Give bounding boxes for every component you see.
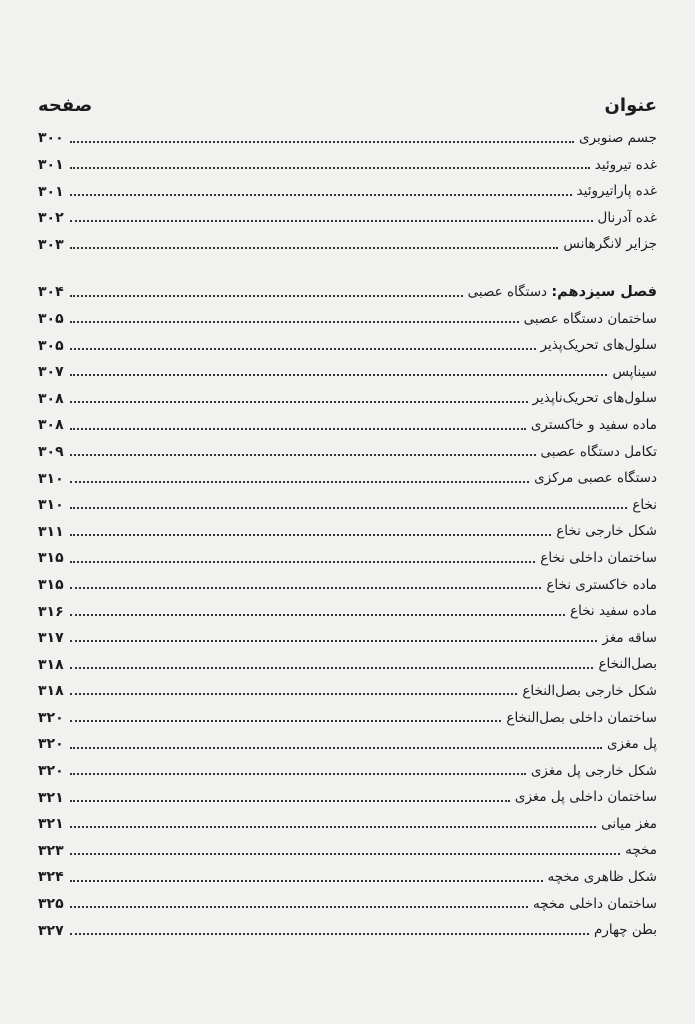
entry-page-number: ۳۱۶ — [38, 603, 64, 620]
page-column-label: صفحه — [38, 94, 93, 116]
entry-page-number: ۳۲۳ — [38, 842, 64, 859]
entry-page-number: ۳۰۸ — [38, 417, 64, 434]
entry-title: غده آدرنال — [597, 209, 657, 226]
entry-title: نخاع — [632, 496, 657, 513]
toc-entry — [38, 700, 657, 727]
toc-entry — [38, 807, 657, 834]
leader-dots — [70, 933, 589, 935]
leader-dots — [70, 534, 551, 536]
entry-page-number: ۳۲۰ — [38, 736, 64, 753]
entry-page-number: ۳۱۸ — [38, 683, 64, 700]
entry-page-number: ۳۰۷ — [38, 364, 64, 381]
leader-dots — [70, 693, 517, 695]
entry-title: ساختمان داخلی نخاع — [540, 549, 657, 566]
toc-entry — [38, 302, 657, 329]
entry-title: غده پاراتیروئید — [576, 183, 657, 200]
leader-dots — [70, 640, 597, 642]
entry-page-number: ۳۲۷ — [38, 922, 64, 939]
leader-dots — [70, 247, 558, 249]
leader-dots — [70, 220, 593, 222]
toc-entry — [38, 355, 657, 382]
entry-page-number: ۳۱۰ — [38, 497, 64, 514]
chapter-heading — [465, 283, 657, 302]
toc-entry — [38, 121, 657, 148]
title-column-label: عنوان — [604, 94, 657, 116]
leader-dots — [70, 295, 463, 297]
leader-dots — [70, 374, 607, 376]
entry-page-number: ۳۱۰ — [38, 470, 64, 487]
toc-entry — [38, 594, 657, 621]
entry-page-number: ۳۰۱ — [38, 183, 64, 200]
entry-title: شکل خارجی پل مغزی — [530, 762, 657, 779]
leader-dots — [70, 720, 501, 722]
entry-page-number: ۳۰۵ — [38, 310, 64, 327]
entry-page-number: ۳۲۰ — [38, 763, 64, 780]
entry-title: ساختمان داخلی پل مغزی — [514, 789, 657, 806]
leader-dots — [70, 880, 543, 882]
toc-entry — [38, 148, 657, 175]
leader-dots — [70, 773, 526, 775]
entry-page-number: ۳۲۱ — [38, 789, 64, 806]
toc-entry — [38, 860, 657, 887]
entry-title: سلول‌های تحریک‌پذیر — [540, 337, 657, 354]
toc-header — [38, 90, 657, 120]
leader-dots — [70, 587, 541, 589]
entry-page-number: ۳۰۳ — [38, 236, 64, 253]
entry-title: سلول‌های تحریک‌ناپذیر — [532, 390, 657, 407]
chapter-title: دستگاه عصبی — [467, 283, 548, 300]
entry-title: شکل ظاهری مخچه — [547, 869, 657, 886]
toc-entry — [38, 887, 657, 914]
entry-title: ساختمان داخلی مخچه — [533, 895, 657, 912]
toc-entry — [38, 488, 657, 515]
toc-entry — [38, 833, 657, 860]
toc-section-top — [38, 121, 657, 254]
entry-title: بصل‌النخاع — [598, 656, 657, 673]
leader-dots — [70, 141, 574, 143]
leader-dots — [70, 401, 528, 403]
leader-dots — [70, 194, 572, 196]
leader-dots — [70, 167, 590, 169]
entry-title: پل مغزی — [606, 736, 657, 753]
leader-dots — [70, 906, 528, 908]
leader-dots — [70, 428, 526, 430]
entry-page-number: ۳۲۴ — [38, 869, 64, 886]
leader-dots — [70, 321, 519, 323]
toc-entry — [38, 408, 657, 435]
entry-title: شکل خارجی بصل‌النخاع — [522, 682, 657, 699]
toc-entry — [38, 913, 657, 940]
entry-title: ساقه مغز — [602, 629, 657, 646]
toc-entry — [38, 328, 657, 355]
toc-entry — [38, 227, 657, 254]
entry-page-number: ۳۱۸ — [38, 656, 64, 673]
entry-title: غده تیروئید — [594, 156, 657, 173]
toc-entry — [38, 201, 657, 228]
leader-dots — [70, 481, 529, 483]
toc-entry — [38, 381, 657, 408]
leader-dots — [70, 667, 593, 669]
entry-page-number: ۳۲۱ — [38, 816, 64, 833]
chapter-label: فصل سیزدهم: — [551, 283, 657, 300]
toc-entry — [38, 514, 657, 541]
leader-dots — [70, 348, 536, 350]
entry-page-number: ۳۲۰ — [38, 709, 64, 726]
toc-entry — [38, 174, 657, 201]
entry-page-number: ۳۱۱ — [38, 523, 64, 540]
toc-entry — [38, 621, 657, 648]
entry-page-number: ۳۰۹ — [38, 443, 64, 460]
entry-title: مغز میانی — [601, 815, 657, 832]
leader-dots — [70, 561, 535, 563]
entry-page-number: ۳۰۸ — [38, 390, 64, 407]
chapter-page-number: ۳۰۴ — [38, 284, 64, 301]
toc-section-chapter — [38, 302, 657, 940]
entry-title: تکامل دستگاه عصبی — [540, 443, 657, 460]
toc-entry — [38, 568, 657, 595]
chapter-heading-row — [38, 275, 657, 302]
toc-entry — [38, 727, 657, 754]
entry-title: بطن چهارم — [594, 922, 657, 939]
entry-page-number: ۳۱۵ — [38, 550, 64, 567]
leader-dots — [70, 614, 565, 616]
toc-entry — [38, 754, 657, 781]
toc-entry — [38, 647, 657, 674]
toc-entry — [38, 780, 657, 807]
leader-dots — [70, 800, 510, 802]
leader-dots — [70, 826, 596, 828]
leader-dots — [70, 747, 602, 749]
entry-title: سیناپس — [612, 363, 657, 380]
leader-dots — [70, 454, 536, 456]
entry-page-number: ۳۱۵ — [38, 576, 64, 593]
toc-entry — [38, 435, 657, 462]
entry-title: ماده سفید نخاع — [570, 603, 657, 620]
entry-page-number: ۳۰۲ — [38, 210, 64, 227]
entry-title: ماده سفید و خاکستری — [530, 416, 657, 433]
entry-title: شکل خارجی نخاع — [556, 523, 657, 540]
toc-entry — [38, 541, 657, 568]
entry-title: جسم صنوبری — [579, 130, 657, 147]
entry-title: ماده خاکستری نخاع — [546, 576, 657, 593]
leader-dots — [70, 507, 627, 509]
entry-title: ساختمان دستگاه عصبی — [523, 310, 657, 327]
entry-title: دستگاه عصبی مرکزی — [534, 470, 657, 487]
entry-page-number: ۳۰۱ — [38, 157, 64, 173]
entry-page-number: ۳۲۵ — [38, 896, 64, 913]
entry-page-number: ۳۰۵ — [38, 337, 64, 354]
toc-entry — [38, 674, 657, 701]
entry-page-number: ۳۱۷ — [38, 630, 64, 647]
entry-page-number: ۳۰۰ — [38, 130, 64, 147]
toc-entry — [38, 461, 657, 488]
entry-title: مخچه — [625, 842, 657, 859]
leader-dots — [70, 853, 620, 855]
entry-title: ساختمان داخلی بصل‌النخاع — [506, 709, 657, 726]
table-of-contents — [38, 121, 657, 940]
entry-title: جزایر لانگرهانس — [563, 236, 657, 253]
